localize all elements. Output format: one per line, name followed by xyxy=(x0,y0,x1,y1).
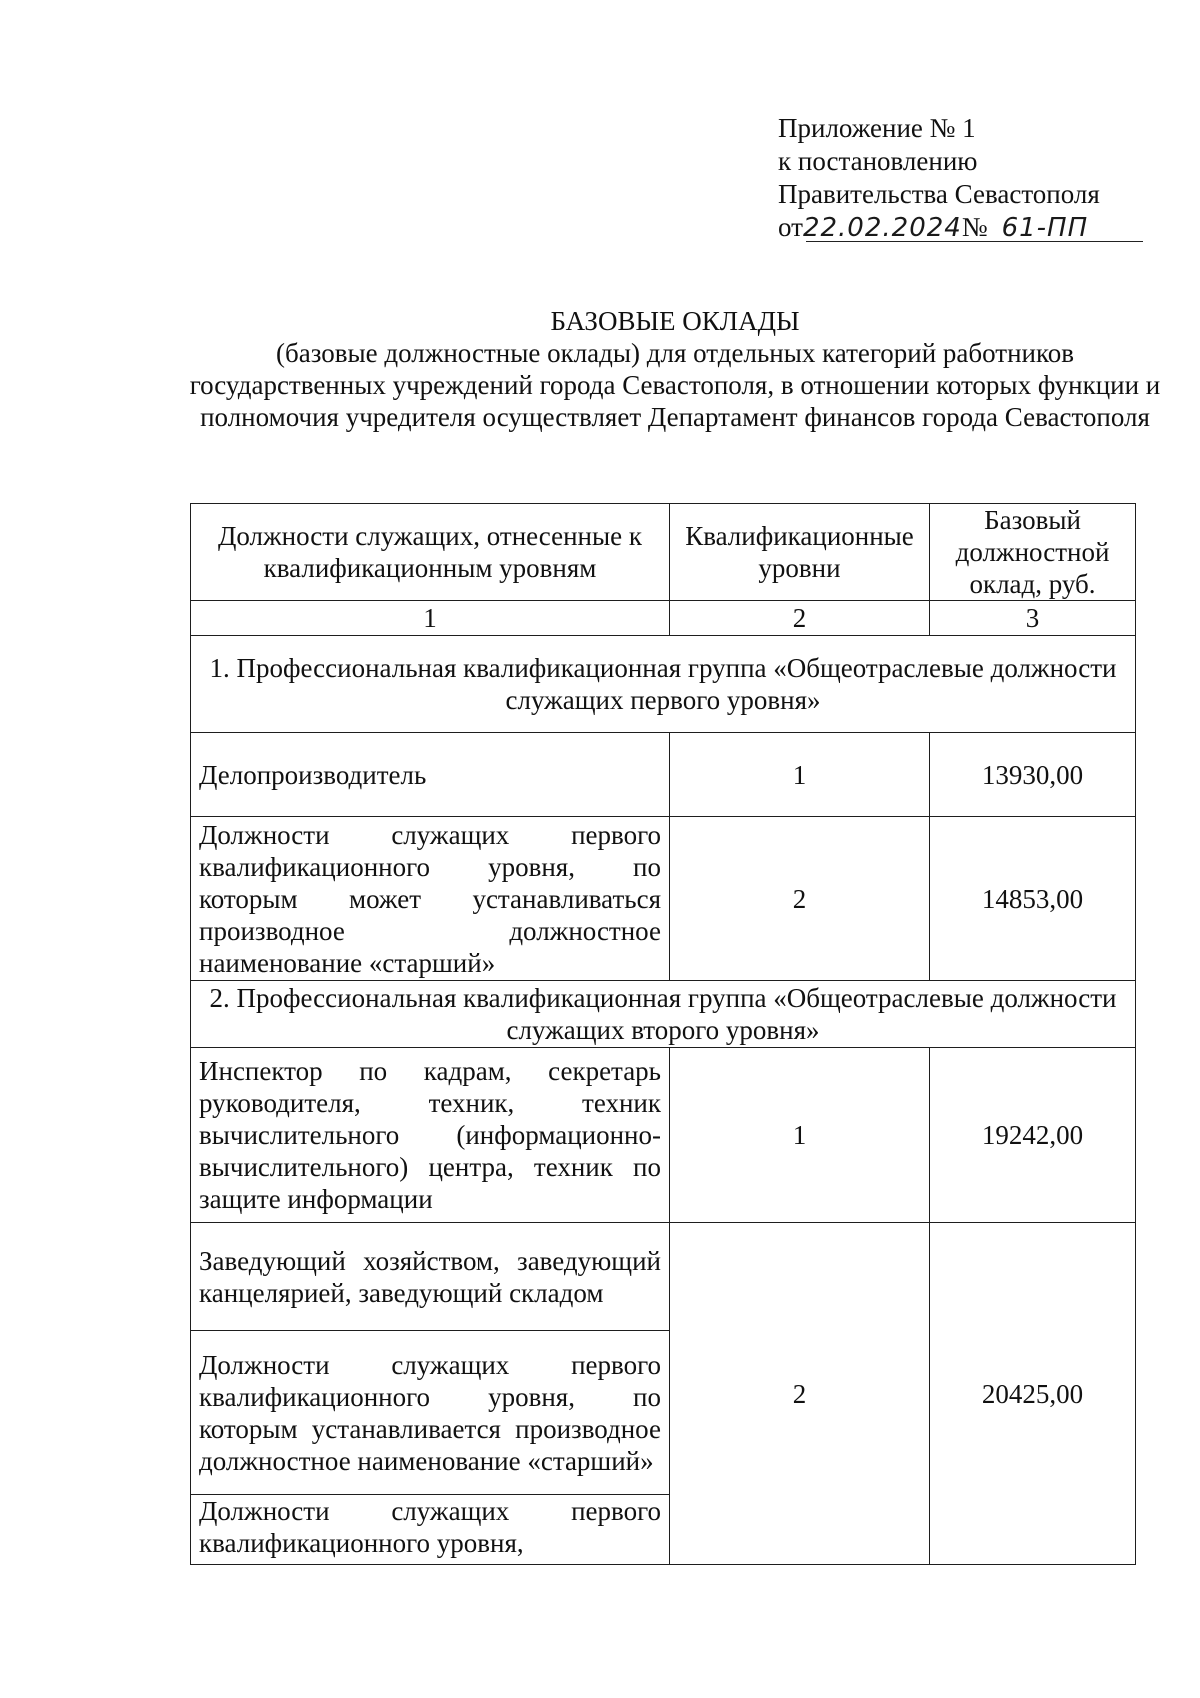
position-cell: Должности служащих первого квалификационного уровня, по которым может устанавливаться производное должностное наименование «старший» xyxy=(191,817,670,981)
position-cell: Заведующий хозяйством, заведующий канцелярией, заведующий складом xyxy=(191,1223,670,1331)
salary-table xyxy=(190,503,1136,1565)
title-block xyxy=(180,305,1170,433)
level-cell: 1 xyxy=(670,733,930,817)
salary-cell: 19242,00 xyxy=(930,1048,1136,1223)
group-header-row xyxy=(191,981,1136,1048)
appendix-government: Правительства Севастополя xyxy=(778,179,1100,209)
appendix-block xyxy=(778,112,1138,244)
appendix-title: Приложение № 1 xyxy=(778,113,976,143)
column-number: 1 xyxy=(191,601,670,636)
group-title: 2. Профессиональная квалификационная группа «Общеотраслевые должности служащих второго уровня» xyxy=(191,981,1136,1048)
position-cell: Делопроизводитель xyxy=(191,733,670,817)
header-salary: Базовый должностной оклад, руб. xyxy=(930,504,1136,601)
position-cell: Должности служащих первого квалификационного уровня, xyxy=(191,1495,670,1565)
salary-cell: 14853,00 xyxy=(930,817,1136,981)
date-prefix: от xyxy=(778,212,803,242)
header-positions: Должности служащих, отнесенные к квалификационным уровням xyxy=(191,504,670,601)
table-header-row xyxy=(191,504,1136,601)
handwritten-number: 61-ПП xyxy=(1001,213,1089,243)
column-number-row xyxy=(191,601,1136,636)
document-subtitle: (базовые должностные оклады) для отдельных категорий работников государственных учреждений города Севастополя, в отношении которых функции и полномочия учредителя осуществляет Департамент финансов города Севастополя xyxy=(189,338,1161,432)
header-levels: Квалификационные уровни xyxy=(670,504,930,601)
handwritten-date: 22.02.2024 xyxy=(802,213,962,243)
signature-underline xyxy=(806,241,1143,242)
group-title: 1. Профессиональная квалификационная группа «Общеотраслевые должности служащих первого уровня» xyxy=(191,636,1136,733)
level-cell: 1 xyxy=(670,1048,930,1223)
appendix-date-number-line xyxy=(778,211,1143,244)
table-row xyxy=(191,733,1136,817)
level-cell: 2 xyxy=(670,1223,930,1565)
number-prefix: № xyxy=(961,212,988,242)
table-row xyxy=(191,1048,1136,1223)
table-row xyxy=(191,817,1136,981)
appendix-resolution-ref: к постановлению xyxy=(778,146,978,176)
column-number: 2 xyxy=(670,601,930,636)
document-title: БАЗОВЫЕ ОКЛАДЫ xyxy=(550,306,800,336)
position-cell: Должности служащих первого квалификационного уровня, по которым устанавливается производное должностное наименование «старший» xyxy=(191,1331,670,1495)
column-number: 3 xyxy=(930,601,1136,636)
salary-cell: 20425,00 xyxy=(930,1223,1136,1565)
salary-cell: 13930,00 xyxy=(930,733,1136,817)
level-cell: 2 xyxy=(670,817,930,981)
position-cell: Инспектор по кадрам, секретарь руководителя, техник, техник вычислительного (информационно-вычислительного) центра, техник по защите информации xyxy=(191,1048,670,1223)
table-row xyxy=(191,1223,1136,1331)
group-header-row xyxy=(191,636,1136,733)
